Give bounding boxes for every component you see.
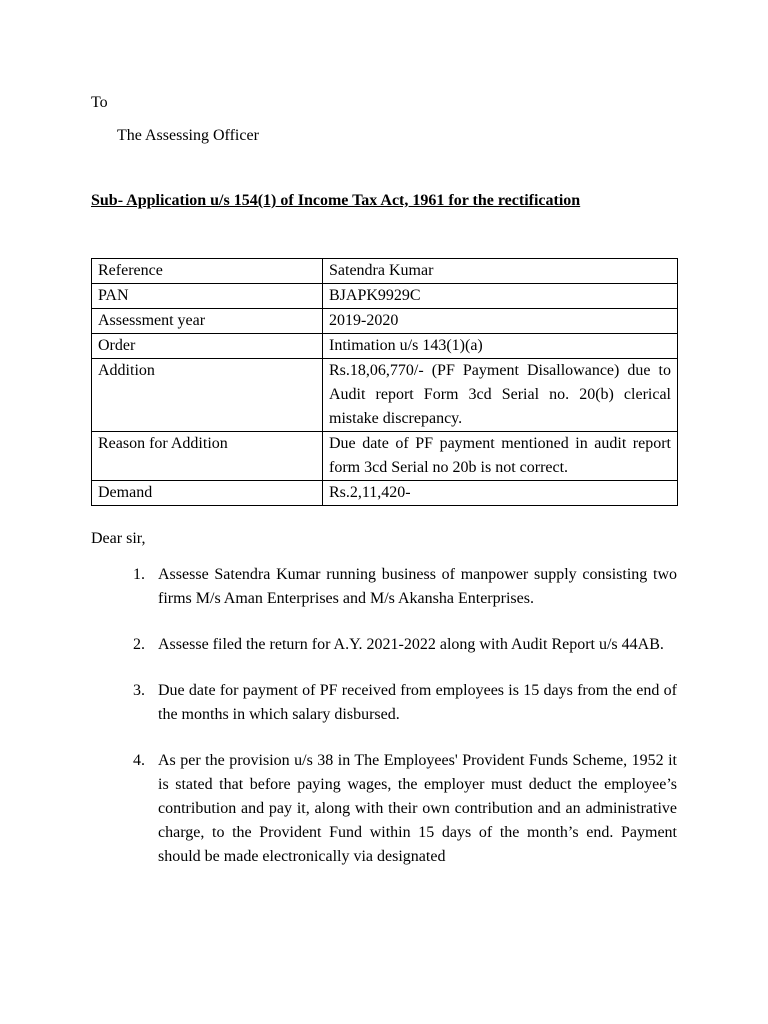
table-row bbox=[92, 432, 678, 481]
table-row bbox=[92, 259, 678, 284]
item-text: Assesse filed the return for A.Y. 2021-2022 along with Audit Report u/s 44AB. bbox=[158, 636, 664, 653]
row-label: Order bbox=[92, 334, 323, 359]
item-text: Assesse Satendra Kumar running business of manpower supply consisting two firms M/s Aman Enterprises and M/s Akansha Enterprises. bbox=[158, 566, 677, 607]
row-label: Reference bbox=[92, 259, 323, 284]
row-value: Rs.2,11,420- bbox=[323, 481, 678, 506]
row-label: PAN bbox=[92, 284, 323, 309]
points-list bbox=[133, 563, 677, 891]
item-text: As per the provision u/s 38 in The Employees' Provident Funds Scheme, 1952 it is stated that before paying wages, the employer must deduct the employee’s contribution and pay it, along with their own contribution and an administrative charge, to the Provident Fund within 15 days of the month’s end. Payment should be made electronically via designated bbox=[158, 752, 677, 865]
details-table bbox=[91, 258, 678, 506]
table-row bbox=[92, 481, 678, 506]
row-value: Rs.18,06,770/- (PF Payment Disallowance) due to Audit report Form 3cd Serial no. 20(b) clerical mistake discrepancy. bbox=[323, 359, 678, 432]
item-number: 2. bbox=[133, 636, 145, 653]
row-value: Due date of PF payment mentioned in audit report form 3cd Serial no 20b is not correct. bbox=[323, 432, 678, 481]
row-label: Demand bbox=[92, 481, 323, 506]
table-row bbox=[92, 359, 678, 432]
table-row bbox=[92, 284, 678, 309]
row-value: 2019-2020 bbox=[323, 309, 678, 334]
item-number: 4. bbox=[133, 752, 145, 769]
recipient-name: The Assessing Officer bbox=[117, 127, 259, 144]
table-row bbox=[92, 309, 678, 334]
list-item bbox=[133, 749, 677, 869]
row-label: Reason for Addition bbox=[92, 432, 323, 481]
row-value: Satendra Kumar bbox=[323, 259, 678, 284]
row-value: BJAPK9929C bbox=[323, 284, 678, 309]
list-item bbox=[133, 633, 677, 657]
list-item bbox=[133, 679, 677, 727]
subject-line: Sub- Application u/s 154(1) of Income Tax Act, 1961 for the rectification bbox=[91, 192, 581, 209]
row-label: Addition bbox=[92, 359, 323, 432]
list-item bbox=[133, 563, 677, 611]
salutation-to: To bbox=[91, 94, 108, 111]
row-label: Assessment year bbox=[92, 309, 323, 334]
item-number: 3. bbox=[133, 682, 145, 699]
item-text: Due date for payment of PF received from employees is 15 days from the end of the months in which salary disbursed. bbox=[158, 682, 677, 723]
greeting: Dear sir, bbox=[91, 530, 146, 547]
item-number: 1. bbox=[133, 566, 145, 583]
row-value: Intimation u/s 143(1)(a) bbox=[323, 334, 678, 359]
table-row bbox=[92, 334, 678, 359]
